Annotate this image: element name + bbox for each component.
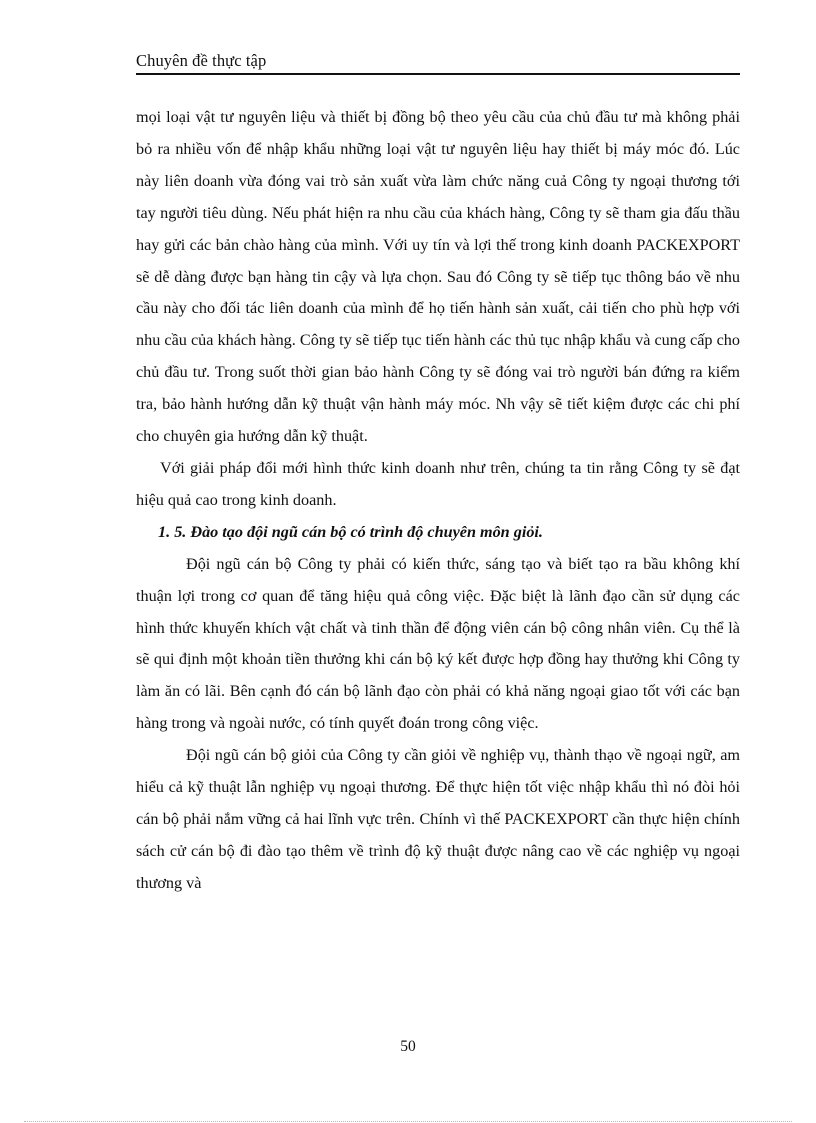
paragraph-continued: mọi loại vật tư nguyên liệu và thiết bị đồng bộ theo yêu cầu của chủ đầu tư mà không phải bỏ ra nhiều vốn để nhập khẩu những loại vật tư nguyên liệu hay thiết bị máy móc đó. Lúc này liên doanh vừa đóng vai trò sản xuất vừa làm chức năng cuả Công ty ngoại thương tới tay người tiêu dùng. Nếu phát hiện ra nhu cầu của khách hàng, Công ty sẽ tham gia đấu thầu hay gửi các bản chào hàng của mình. Với uy tín và lợi thế trong kinh doanh PACKEXPORT sẽ dễ dàng được bạn hàng tin cậy và lựa chọn. Sau đó Công ty sẽ tiếp tục thông báo về nhu cầu này cho đối tác liên doanh của mình để họ tiến hành sản xuất, cải tiến cho phù hợp với nhu cầu của khách hàng. Công ty sẽ tiếp tục tiến hành các thủ tục nhập khẩu và cung cấp cho chủ đầu tư. Trong suốt thời gian bảo hành Công ty sẽ đóng vai trò người bán đứng ra kiểm tra, bảo hành hướng dẫn kỹ thuật vận hành máy móc. Nh vậy sẽ tiết kiệm được các chi phí cho chuyên gia hướng dẫn kỹ thuật. — [136, 108, 740, 446]
page-number: 50 — [400, 1038, 416, 1055]
page-header — [136, 47, 740, 75]
paragraph-conclusion: Với giải pháp đổi mới hình thức kinh doanh như trên, chúng ta tin rằng Công ty sẽ đạt hiệu quả cao trong kinh doanh. — [136, 458, 740, 509]
paragraph-staff-training: Đội ngũ cán bộ giỏi của Công ty cần giỏi về nghiệp vụ, thành thạo về ngoại ngữ, am hiểu cả kỹ thuật lẫn nghiệp vụ ngoại thương. Để thực hiện tốt việc nhập khẩu thì nó đòi hỏi cán bộ phải nắm vững cả hai lĩnh vực trên. Chính vì thế PACKEXPORT cần thực hiện chính sách cử cán bộ đi đào tạo thêm về trình độ kỹ thuật được nâng cao về các nghiệp vụ ngoại thương và — [136, 746, 740, 892]
document-body — [136, 102, 740, 900]
section-heading: 1. 5. Đào tạo đội ngũ cán bộ có trình độ chuyên môn giỏi. — [158, 522, 543, 541]
header-title: Chuyên đề thực tập — [136, 51, 267, 70]
page-bottom-divider — [24, 1121, 792, 1122]
paragraph-staff-motivation: Đội ngũ cán bộ Công ty phải có kiến thức, sáng tạo và biết tạo ra bầu không khí thuận lợi trong cơ quan để tăng hiệu quả công việc. Đặc biệt là lãnh đạo cần sử dụng các hình thức khuyến khích vật chất và tinh thần để động viên cán bộ công nhân viên. Cụ thể là sẽ qui định một khoản tiền thưởng khi cán bộ ký kết được hợp đồng hay thưởng khi Công ty làm ăn có lãi. Bên cạnh đó cán bộ lãnh đạo còn phải có khả năng ngoại giao tốt với các bạn hàng trong và ngoài nước, có tính quyết đoán trong công việc. — [136, 554, 740, 733]
